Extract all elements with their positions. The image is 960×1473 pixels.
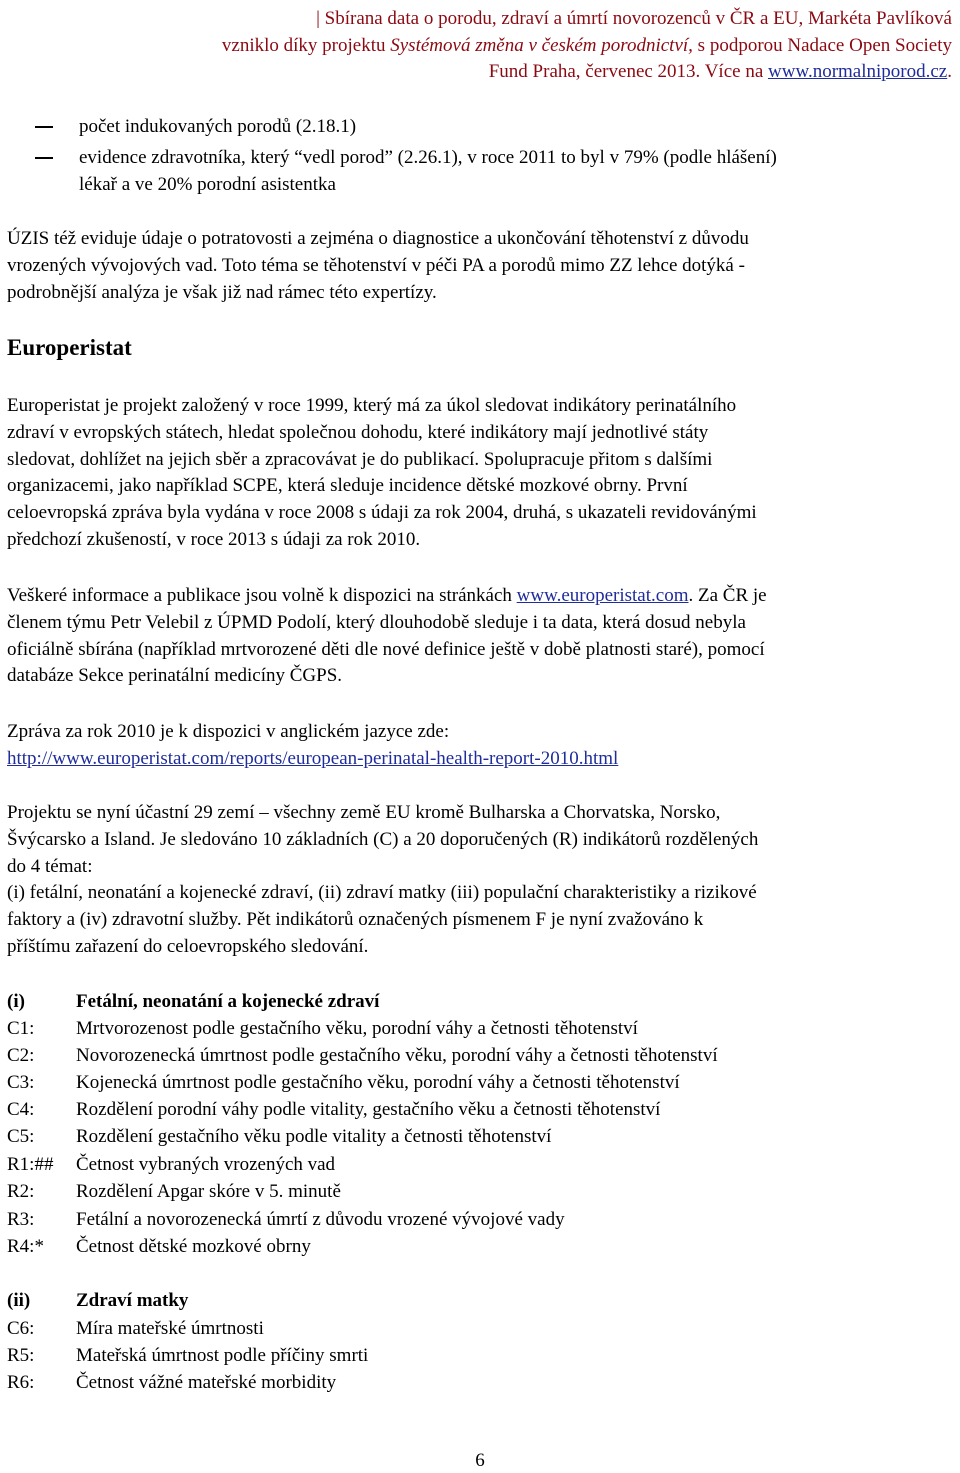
bullet-dash-1: [35, 126, 53, 128]
report-link[interactable]: http://www.europeristat.com/reports/european-perinatal-health-report-2010.html: [7, 747, 619, 769]
header-line-1: | Sbírana data o porodu, zdraví a úmrtí novorozenců v ČR a EU, Markéta Pavlíková: [316, 8, 952, 29]
project-name: Systémová změna v českém porodnictví,: [390, 34, 693, 56]
bullet-item-2: evidence zdravotníka, který “vedl porod” (2.26.1), v roce 2011 to byl v 79% (podle hlášení) lékař a ve 20% porodní asistentka: [79, 147, 777, 195]
section-title: Europeristat: [7, 335, 132, 360]
header-line-3: Fund Praha, červenec 2013. Více na www.normalniporod.cz.: [488, 61, 952, 82]
participation-paragraph: Projektu se nyní účastní 29 zemí – všechny země EU kromě Bulharska a Chorvatska, Norsko, Švýcarsko a Island. Je sledováno 10 základních (C) a 20 doporučených (R) indikátorů rozdělených do 4 témat: (i) fetální, neonatání a kojenecké zdraví, (ii) zdraví matky (iii) populační charakteristiky a rizikové faktory a (iv) zdravotní služby. Pět indikátorů označených písmenem F je nyní zvažováno k příštímu zařazení do celoevropského sledování.: [7, 802, 759, 957]
bullet-item-1: počet indukovaných porodů (2.18.1): [79, 116, 357, 137]
report-paragraph: Zpráva za rok 2010 je k dispozici v anglickém jazyce zde: http://www.europeristat.com/reports/european-perinatal-health-report-2010.html: [7, 721, 619, 769]
header-separator: |: [316, 8, 325, 29]
europeristat-link[interactable]: www.europeristat.com: [516, 585, 689, 606]
europeristat-intro: Europeristat je projekt založený v roce 1999, který má za úkol sledovat indikátory perinatálního zdraví v evropských státech, hledat společnou dohodu, které indikátory mají jednotlivé státy sledovat, dohlížet na jejich sběr a zpracovávat je do publikací. Spolupracuje přitom s dalšími organizacemi, jako například SCPE, která sleduje incidence dětské mozkové obrny. První celoevropská zpráva byla vydána v roce 2008 s údaji za rok 2004, druhá, s ukazateli revidovánými předchozí zkušeností, v roce 2013 s údaji za rok 2010.: [7, 395, 757, 550]
page-header: [12, 6, 952, 86]
info-paragraph: Veškeré informace a publikace jsou volně k dispozici na stránkách www.europeristat.com. Za ČR je členem týmu Petr Velebil z ÚPMD Podolí, který dlouhodobě sleduje i ta data, která dosud nebyla oficiálně sbírána (například mrtvorozené děti dle nové definice ještě v době platnosti staré), pomocí databáze Sekce perinatální medicíny ČGPS.: [7, 585, 767, 687]
page-number: 6: [475, 1450, 485, 1471]
normalniporod-link[interactable]: www.normalniporod.cz: [768, 61, 948, 82]
uzis-paragraph: ÚZIS též eviduje údaje o potratovosti a zejména o diagnostice a ukončování těhotenství z důvodu vrozených vývojových vad. Toto téma se těhotenství v péči PA a porodů mimo ZZ lehce dotýká - podrobnější analýza je však již nad rámec této expertízy.: [7, 228, 749, 303]
bullet-dash-2: [35, 157, 53, 159]
header-line-2: vzniklo díky projektu Systémová změna v českém porodnictví, s podporou Nadace Open Society: [221, 34, 952, 56]
